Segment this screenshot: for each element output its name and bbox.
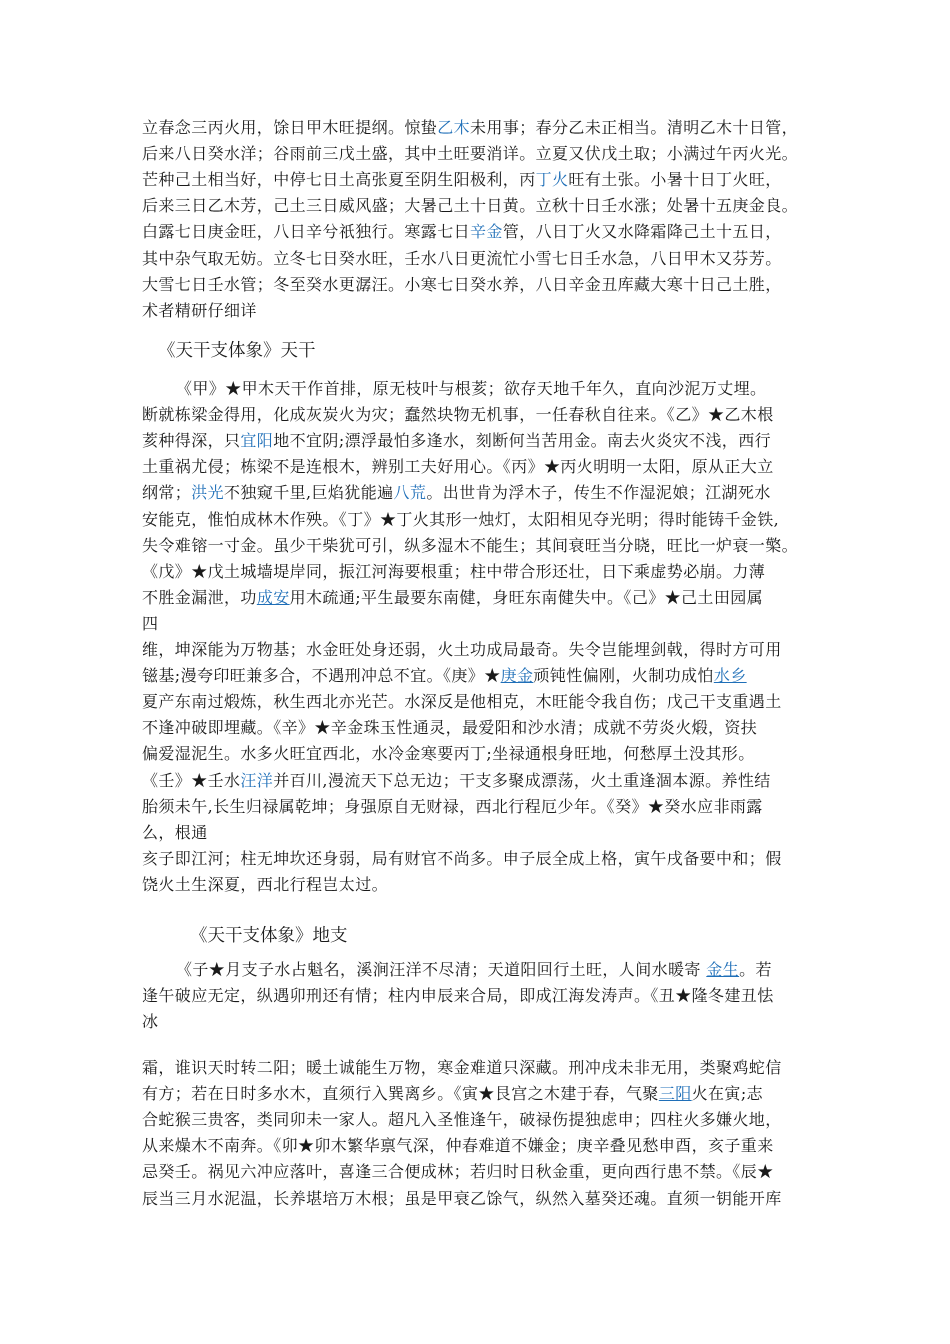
text-run: 大雪七日壬水管；冬至癸水更潺汪。小寒七日癸水养，八日辛金丑库藏大寒十日己土胜， [142,274,782,294]
text-line [142,983,774,1009]
text-line [142,141,798,167]
text-line [142,193,798,219]
text-run: 。若 [739,960,772,979]
text-run: 逢午破应无定，纵遇卯刑还有情；柱内申辰来合局，即成江海发涛声。《丑★隆冬建丑怯 [142,986,774,1006]
highlighted-term[interactable]: 洪光 [191,483,225,503]
text-line [142,637,782,663]
text-run: 偏爱湿泥生。水多火旺宜西北，水冷金寒要丙丁;坐禄通根身旺地，何愁厚土没其形。 [142,744,755,764]
text-run: 荄种得深，只 [142,431,241,451]
text-line [176,957,772,983]
text-run: 顽钝性偏刚，火制功成怕 [533,666,714,686]
text-run: 其中杂气取无妨。立冬七日癸水旺，壬水八日更流忙小雪七日壬水急，八日甲木又芬芳。 [142,248,782,268]
highlighted-term[interactable]: 汪洋 [240,770,274,790]
text-line [142,663,747,689]
text-line [142,1081,763,1107]
text-run: 断就栋梁金得用，化成灰炭火为灾；蠢然块物无机事，一任春秋自往来。《乙》★乙木根 [142,405,774,425]
text-line [142,768,771,794]
text-run: 辰当三月水泥温，长养堪培万木根；虽是甲衰乙馀气，纵然入墓癸还魂。直须一钥能开库 [142,1188,782,1208]
text-run: 维，坤深能为万物基；水金旺处身还弱，火土功成局最奇。失令岂能埋剑戟，得时方可用 [142,640,782,659]
text-line [142,219,782,245]
text-line [142,1159,774,1185]
text-run: 地不宜阴;漂浮最怕多逢水，刻断何当苦用金。南去火炎灾不浅，西行 [273,431,772,451]
text-run: 安能克，惟怕成林木作殃。《丁》★丁火其形一烛灯，太阳相见夺光明；得时能铸千金铁, [142,509,780,529]
text-run: 不逢冲破即埋藏。《辛》★辛金珠玉性通灵，最爱阳和沙水清；成就不劳炎火煅，资扶 [142,718,758,738]
heading-tiangan: 《天干支体象》天干 [158,341,316,361]
text-run: 忌癸壬。祸见六冲应落叶，喜逢三合便成林；若归时日秋金重，更向西行患不禁。《辰★ [142,1162,774,1182]
text-run: 火在寅;志 [691,1084,764,1104]
text-run: 并百川,漫流天下总无边；干支多聚成漂荡，火土重逢涸本源。养性结 [273,770,771,790]
text-line [142,272,782,298]
text-run: 术者精研仔细详 [142,300,257,320]
text-run: 土重祸尤侵；栋梁不是连根木，辨别工夫好用心。《丙》★丙火明明一太阳，原从正大立 [142,457,774,477]
term-link[interactable]: 庚金 [500,666,534,686]
text-line [142,1055,782,1081]
text-run: 未用事；春分乙未正相当。清明乙木十日管， [470,118,799,137]
text-run: 镃基;漫夸印旺兼多合，不遇刑冲总不宜。《庚》★ [142,666,501,686]
text-line [142,1009,158,1035]
text-run: 合蛇猴三贵客，类同卯未一家人。超凡入圣惟逢午，破禄伤提独虑申；四柱火多嫌火地， [142,1110,782,1130]
term-link[interactable]: 金生 [706,960,740,979]
text-run: 不胜金漏泄，功 [142,587,257,607]
text-run: 不独窥千里,巨焰犹能遍 [224,483,394,503]
text-run: 有方；若在日时多水木，直须行入巽离乡。《寅★艮宫之木建于春，气聚 [142,1084,659,1104]
text-run: 芒种己土相当好，中停七日土高张夏至阴生阳极利，丙 [142,170,536,190]
text-run: 夏产东南过煅炼，秋生西北亦光芒。水深反是他相克，木旺能令我自伤；戊己干支重遇土 [142,692,782,712]
text-run: 旺有土张。小暑十日丁火旺， [568,170,782,190]
text-line [142,794,763,820]
text-run: 白露七日庚金旺，八日辛兮祇独行。寒露七日 [142,222,471,242]
text-line [142,1186,782,1212]
text-line [142,1107,782,1133]
text-line [142,298,257,324]
text-line [142,167,782,193]
text-line [142,428,771,454]
text-run: 后来三日乙木芳，己土三日威风盛；大暑己土十日黄。立秋十日壬水涨；处暑十五庚金良。 [142,196,799,216]
text-line [142,846,782,872]
text-line [142,559,765,585]
text-run: 立春念三丙火用，馀日甲木旺提纲。惊蛰 [142,118,438,137]
text-line [142,533,798,559]
highlighted-term[interactable]: 丁火 [535,170,569,190]
text-run: 从来燥木不南奔。《卯★卯木繁华禀气深，仲春难道不嫌金；庚辛叠见愁申酉，亥子重来 [142,1136,774,1156]
text-run: 《甲》★甲木天干作首排，原无枝叶与根荄；欲存天地千年久，直向沙泥万丈埋。 [176,379,767,398]
text-run: 么，根通 [142,822,208,842]
text-run: 亥子即江河；柱无坤坎还身弱，局有财官不尚多。申子辰全成上格，寅午戌备要中和；假 [142,848,782,868]
text-line [142,507,779,533]
text-run: 《壬》★壬水 [142,770,241,790]
highlighted-term[interactable]: 八荒 [393,483,427,503]
text-run: 饶火土生深夏，西北行程岂太过。 [142,874,389,894]
text-line [142,246,782,272]
text-run: 。出世肯为浮木子，传生不作湿泥娘；江湖死水 [426,483,771,503]
text-line [142,585,763,611]
text-run: 霜，谁识天时转二阳；暖土诚能生万物，寒金难道只深藏。刑冲戌未非无用，类聚鸡蛇信 [142,1058,782,1077]
text-line [142,715,757,741]
highlighted-term[interactable]: 乙木 [437,118,471,137]
term-link[interactable]: 三阳 [658,1084,692,1104]
text-run: 《戊》★戊土城墙堤岸同，振江河海要根重；柱中带合形还壮，日下乘虚势必崩。力薄 [142,561,766,581]
text-line [176,376,766,402]
text-line [142,115,798,141]
text-line [142,872,388,898]
text-run: 用木疏通;平生最要东南健，身旺东南健失中。《己》★己土田园属 [289,587,764,607]
text-run: 冰 [142,1012,159,1032]
text-run: 《子★月支子水占魁名，溪涧汪洋不尽清；天道阳回行土旺，人间水暖寄 [176,960,707,979]
text-run: 后来八日癸水洋；谷雨前三戊土盛，其中土旺要消详。立夏又伏戊土取；小满过午丙火光。 [142,144,799,164]
text-run: 胎须未午,长生归禄属乾坤；身强原自无财禄，西北行程厄少年。《癸》★癸水应非雨露 [142,796,763,816]
text-line [142,1133,774,1159]
text-line [142,402,774,428]
text-line [142,480,771,506]
text-line [142,454,774,480]
text-run: 失令难镕一寸金。虽少干柴犹可引，纵多湿木不能生；其间衰旺当分晓，旺比一炉衰一檠。 [142,535,799,555]
text-line [142,689,782,715]
text-line [142,611,158,637]
text-line [142,820,208,846]
highlighted-term[interactable]: 辛金 [470,222,503,242]
text-line [142,741,755,767]
text-run: 四 [142,613,159,633]
term-link[interactable]: 水乡 [713,666,747,686]
highlighted-term[interactable]: 宜阳 [240,431,274,451]
term-link[interactable]: 成安 [256,587,290,607]
heading-dizhi: 《天干支体象》地支 [190,926,348,946]
text-run: 管，八日丁火又水降霜降己土十五日， [502,222,782,242]
text-run: 纲常； [142,483,192,503]
